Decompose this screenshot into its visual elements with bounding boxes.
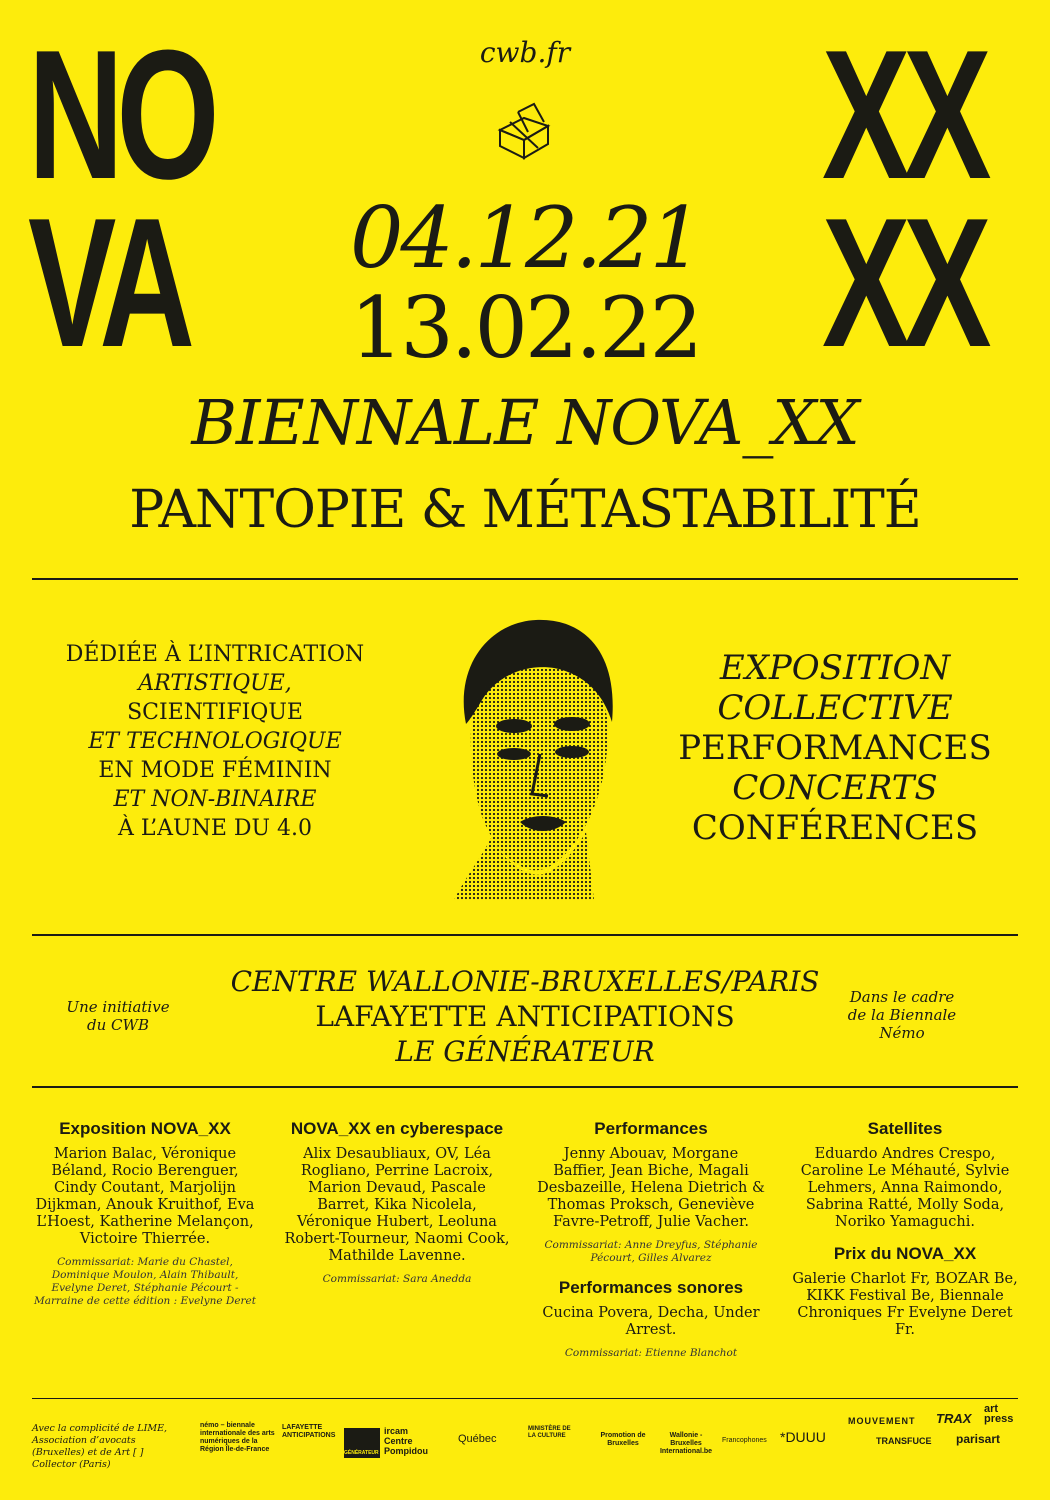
dedication-text — [30, 640, 400, 843]
logo-francophones: Francophones — [722, 1437, 767, 1444]
venue: LE GÉNÉRATEUR — [395, 1035, 655, 1068]
artist-list: Marion Balac, Véronique Béland, Rocio Berenguer, Cindy Coutant, Marjolijn Dijkman, Anouk Kruithof, Eva L’Hoest, Katherine Melançon, Victoire Thierrée. — [35, 1146, 255, 1247]
program-item: CONFÉRENCES — [691, 808, 979, 848]
divider — [32, 1398, 1018, 1399]
dedication-line: ARTISTIQUE, — [138, 671, 292, 696]
cube-icon — [494, 100, 556, 162]
logo-mouvement: MOUVEMENT — [848, 1416, 916, 1426]
column-satellites — [790, 1120, 1020, 1339]
logo-duuu: *DUUU — [780, 1429, 826, 1445]
logo-artpress: art press — [984, 1403, 1014, 1425]
column-cyberespace — [282, 1120, 512, 1286]
logo-transfuce: TRANSFUCE — [876, 1436, 932, 1446]
artist-list: Cucina Povera, Decha, Under Arrest. — [542, 1305, 760, 1338]
column-performances — [536, 1120, 766, 1360]
curators: Commissariat: Marie du Chastel, Dominique Moulon, Alain Thibault, Evelyne Deret, Stéphanie Pécourt - Marraine de cette édition : Evelyne Deret — [33, 1256, 256, 1307]
logo-generateur: GÉNÉRATEUR — [344, 1428, 380, 1458]
corner-no: NO — [28, 11, 213, 217]
logo-trax: TRAX — [936, 1411, 972, 1426]
logo-promotion-bruxelles: Promotion de Bruxelles — [600, 1432, 646, 1447]
page-title: BIENNALE NOVA_XX — [191, 386, 859, 459]
dedication-line: ET NON-BINAIRE — [113, 787, 317, 812]
venue: LAFAYETTE ANTICIPATIONS — [315, 1000, 735, 1033]
cadre-note: Dans le cadre de la Biennale Némo — [847, 988, 957, 1042]
corner-xx-top: XX — [822, 11, 985, 217]
artist-list: Eduardo Andres Crespo, Caroline Le Méhauté, Sylvie Lehmers, Anna Raimondo, Sabrina Ratté, Molly Soda, Noriko Yamaguchi. — [800, 1146, 1010, 1230]
logo-ministere: MINISTÈRE DE LA CULTURE — [528, 1426, 571, 1439]
credit-note: Avec la complicité de LIME, Association d’avocats (Bruxelles) et de Art [ ] Collector (Paris) — [32, 1423, 168, 1470]
curators: Commissariat: Anne Dreyfus, Stéphanie Pécourt, Gilles Alvarez — [544, 1239, 758, 1264]
artist-list: Jenny Abouav, Morgane Baffier, Jean Biche, Magali Desbazeille, Helena Dietrich & Thomas Proksch, Geneviève Favre-Petroff, Julie Vacher. — [537, 1146, 765, 1230]
artist-list: Alix Desaubliaux, OV, Léa Rogliano, Perrine Lacroix, Marion Devaud, Pascale Barret, Kika Nicolela, Véronique Hubert, Leoluna Robert-Tourneur, Naomi Cook, Mathilde Lavenne. — [284, 1146, 510, 1264]
start-date: 04.12.21 — [349, 189, 701, 287]
program-item: PERFORMANCES — [678, 728, 992, 768]
curators: Commissariat: Sara Anedda — [322, 1273, 472, 1285]
venue: CENTRE WALLONIE-BRUXELLES/PARIS — [230, 965, 820, 998]
partner-logos — [200, 1403, 1020, 1482]
column-heading: Prix du NOVA_XX — [833, 1244, 977, 1263]
logo-parisart: parisart — [956, 1432, 1001, 1446]
dedication-line: DÉDIÉE À L’INTRICATION — [65, 642, 365, 667]
column-heading: Performances — [594, 1119, 708, 1138]
column-heading: Satellites — [867, 1119, 943, 1138]
corner-va: VA — [28, 179, 188, 385]
divider — [32, 578, 1018, 580]
dedication-line: EN MODE FÉMININ — [98, 758, 332, 783]
portrait-image — [436, 604, 636, 900]
page-subtitle: PANTOPIE & MÉTASTABILITÉ — [129, 480, 921, 540]
logo-wbi: Wallonie - Bruxelles International.be — [659, 1432, 713, 1455]
prize-list: Galerie Charlot Fr, BOZAR Be, KIKK Festival Be, Biennale Chroniques Fr Evelyne Deret Fr. — [792, 1271, 1018, 1338]
logo-quebec-text: Québec — [458, 1433, 497, 1445]
program-item: CONCERTS — [732, 768, 938, 808]
program-list — [650, 648, 1020, 848]
column-heading: Performances sonores — [558, 1278, 744, 1297]
logo-ircam: ircam Centre Pompidou — [384, 1426, 428, 1456]
program-item: EXPOSITION — [719, 648, 951, 688]
site-link[interactable]: cwb.fr — [479, 36, 571, 69]
dedication-line: À L’AUNE DU 4.0 — [117, 816, 313, 841]
column-heading: Exposition NOVA_XX — [59, 1119, 231, 1138]
program-item: COLLECTIVE — [717, 688, 953, 728]
end-date: 13.02.22 — [349, 279, 701, 377]
column-heading: NOVA_XX en cyberespace — [290, 1119, 504, 1138]
dedication-line: SCIENTIFIQUE — [127, 700, 303, 725]
logo-lafayette: LAFAYETTE ANTICIPATIONS — [282, 1424, 336, 1439]
divider — [32, 934, 1018, 936]
initiative-note: Une initiative du CWB — [66, 998, 170, 1034]
divider — [32, 1086, 1018, 1088]
column-exposition — [30, 1120, 260, 1308]
dedication-line: ET TECHNOLOGIQUE — [88, 729, 342, 754]
venues-list — [230, 964, 820, 1069]
logo-quebec — [422, 1434, 450, 1444]
curators: Commissariat: Etienne Blanchot — [564, 1347, 738, 1359]
corner-xx-bottom: XX — [822, 179, 985, 385]
logo-nemo: némo – biennale internationale des arts numériques de la Région Île-de-France — [200, 1422, 275, 1453]
